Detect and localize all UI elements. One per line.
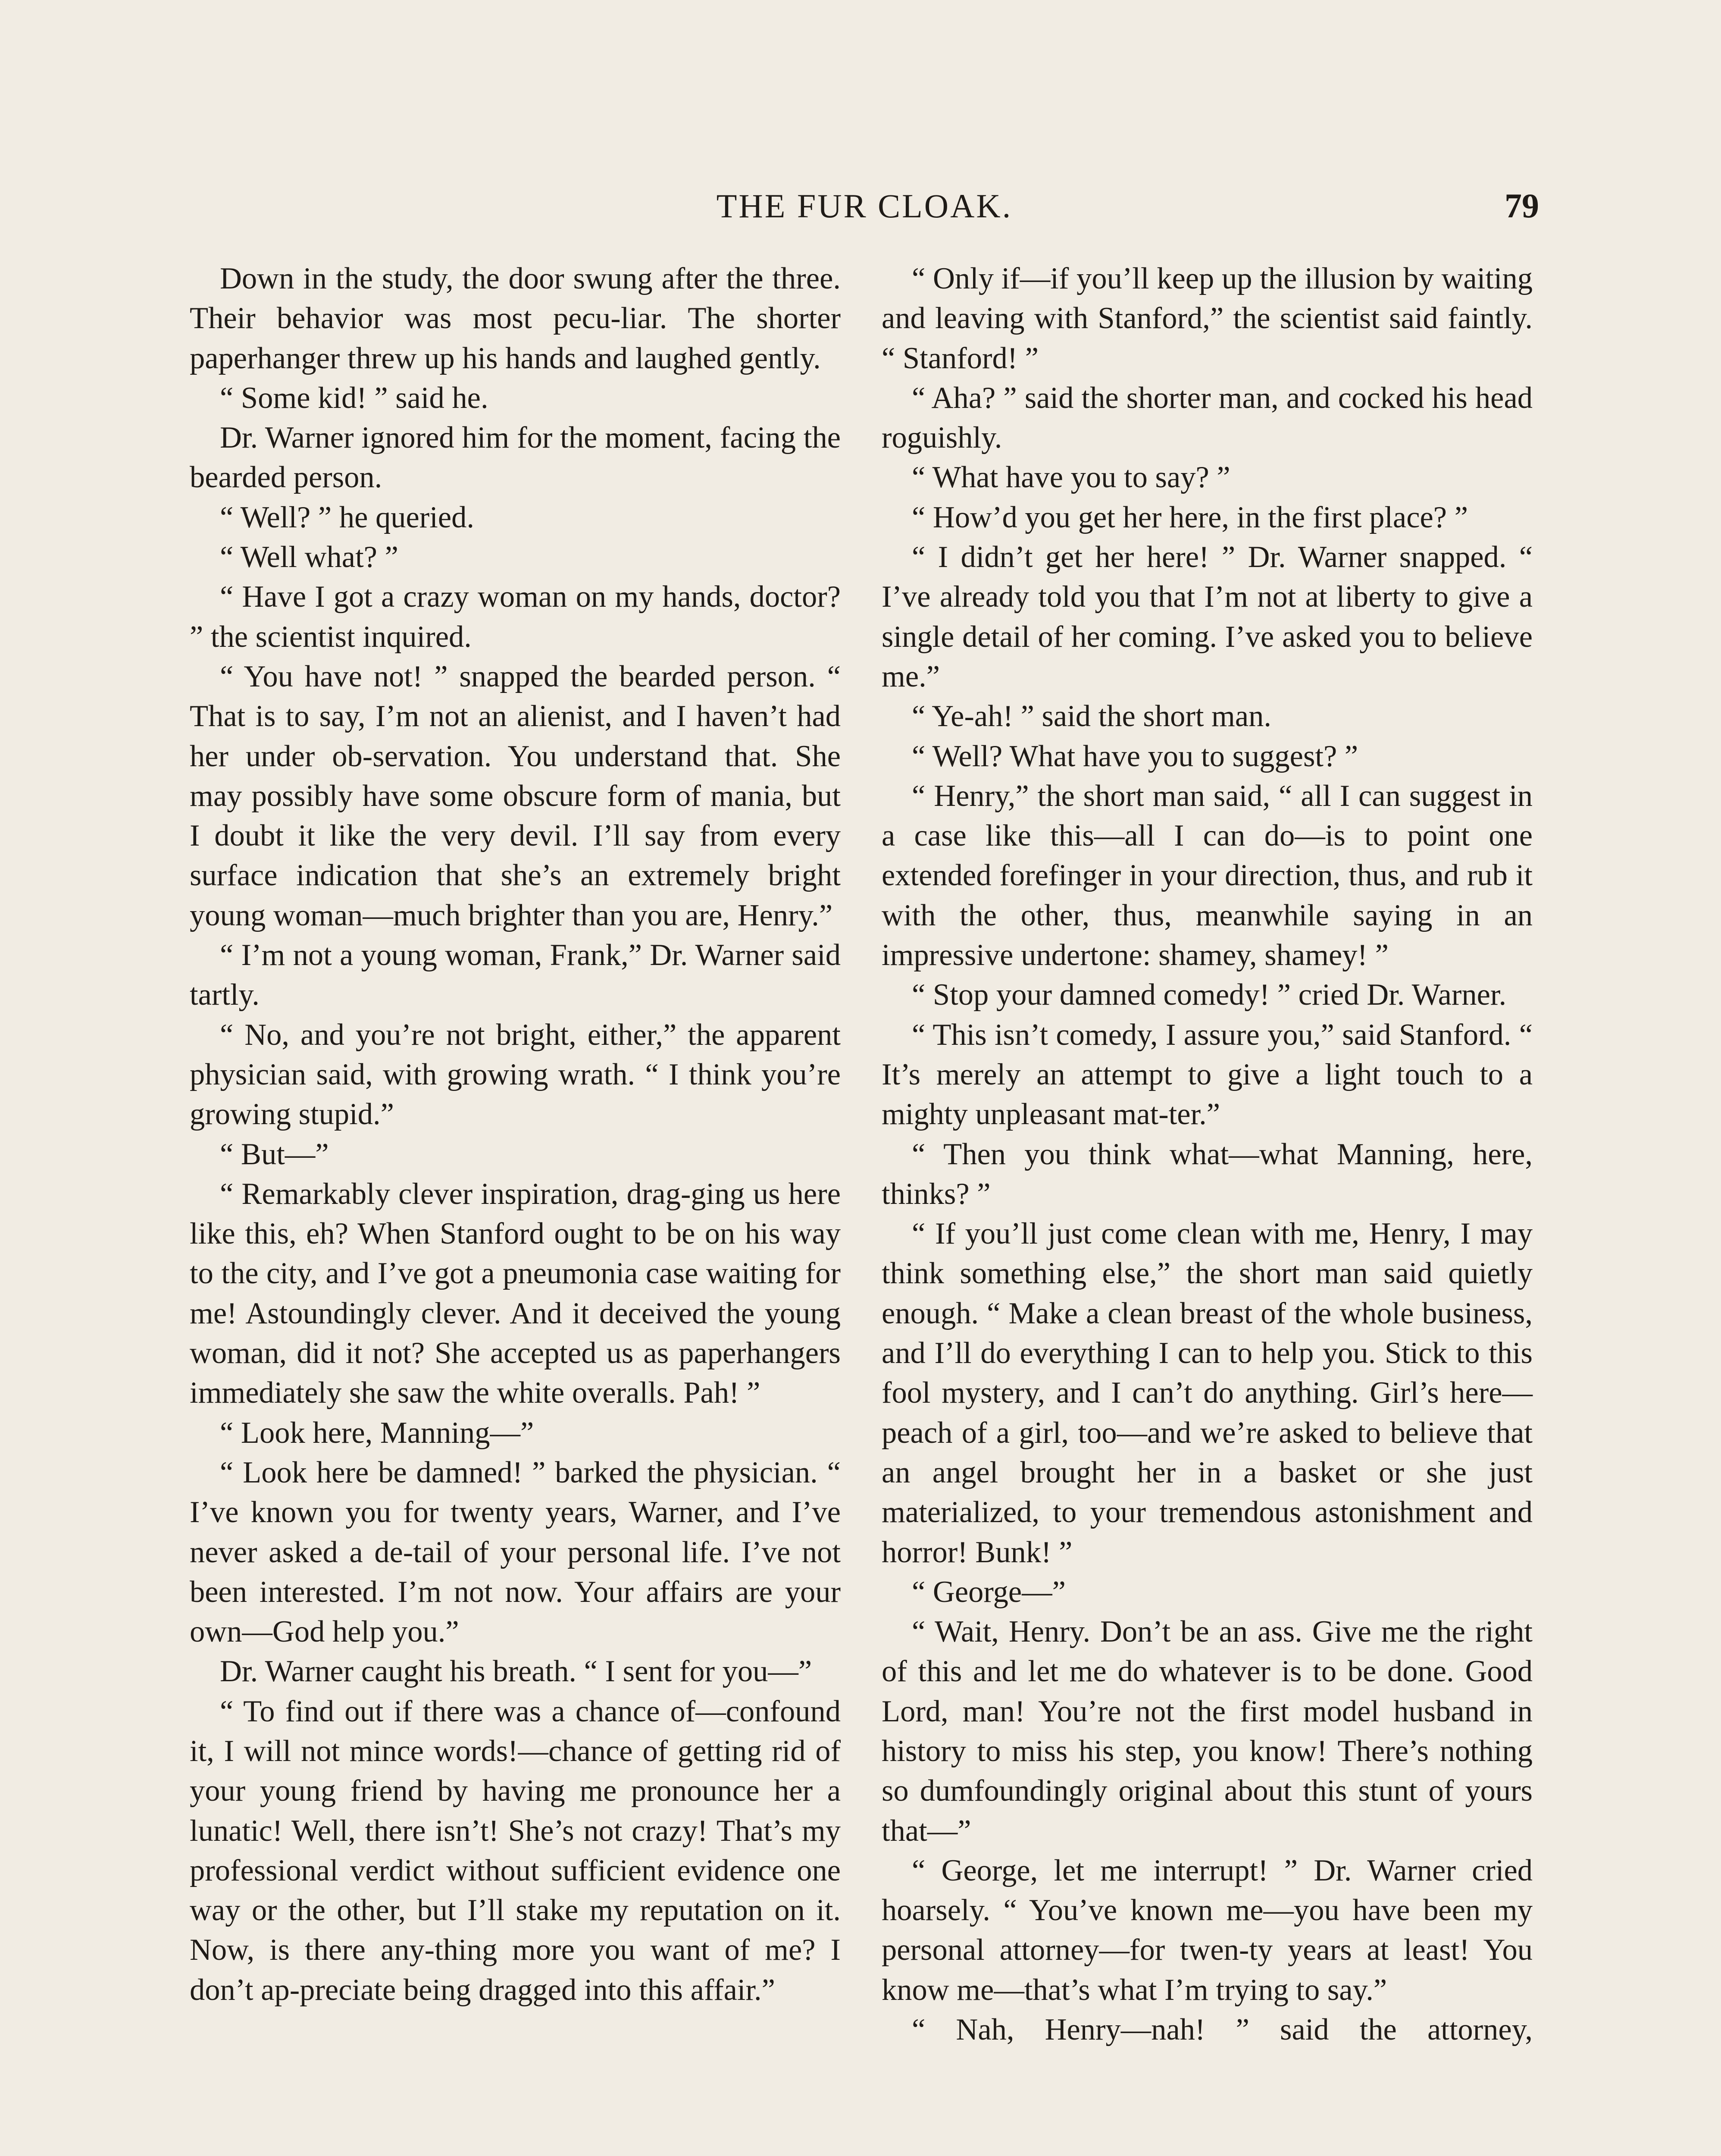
paragraph: “ Some kid! ” said he. [220, 381, 488, 415]
paragraph: “ Look here be damned! ” barked the physician. “ I’ve known you for twenty years, Warner, and I’ve never asked a de-tail of your personal life. I’ve not been interested. I’m not now. Your affairs are your own—God help you.” [190, 1455, 841, 1649]
paragraph: “ This isn’t comedy, I assure you,” said Stanford. “ It’s merely an attempt to give a light touch to a mighty unpleasant mat-ter.” [882, 1018, 1533, 1131]
paragraph: “ I’m not a young woman, Frank,” Dr. Warner said tartly. [190, 938, 841, 1012]
paragraph: Dr. Warner caught his breath. “ I sent for you—” [220, 1655, 812, 1689]
paragraph: “ George, let me interrupt! ” Dr. Warner cried hoarsely. “ You’ve known me—you have been my personal attorney—for twen-ty years at least! You know me—that’s what I’m trying to say.” [882, 1853, 1533, 2007]
left-text-column [190, 259, 841, 2010]
paragraph: “ Aha? ” said the shorter man, and cocked his head roguishly. [882, 381, 1533, 455]
right-text-column [882, 259, 1533, 2049]
paragraph: “ What have you to say? ” [912, 461, 1230, 495]
paragraph: “ Only if—if you’ll keep up the illusion by waiting and leaving with Stanford,” the scientist said faintly. “ Stanford! ” [882, 262, 1533, 375]
paragraph: “ You have not! ” snapped the bearded person. “ That is to say, I’m not an alienist, and I haven’t had her under ob-servation. You understand that. She may possibly have some obscure form of mania, but I doubt it like the very devil. I’ll say from every surface indication that she’s an extremely bright young woman—much brighter than you are, Henry.” [190, 659, 841, 932]
paragraph: “ To find out if there was a chance of—confound it, I will not mince words!—chance of getting rid of your young friend by having me pronounce her a lunatic! Well, there isn’t! She’s not crazy! That’s my professional verdict without sufficient evidence one way or the other, but I’ll stake my reputation on it. Now, is there any-thing more you want of me? I don’t ap-preciate being dragged into this affair.” [190, 1694, 841, 2007]
paragraph: “ Henry,” the short man said, “ all I can suggest in a case like this—all I can do—is to point one extended forefinger in your direction, thus, and rub it with the other, thus, meanwhile saying in an impressive undertone: shamey, shamey! ” [882, 779, 1533, 972]
paragraph: “ Look here, Manning—” [220, 1416, 534, 1450]
paragraph: “ I didn’t get her here! ” Dr. Warner snapped. “ I’ve already told you that I’m not at liberty to give a single detail of her coming. I’ve asked you to believe me.” [882, 540, 1533, 693]
paragraph: “ No, and you’re not bright, either,” the apparent physician said, with growing wrath. “ I think you’re growing stupid.” [190, 1018, 841, 1131]
paragraph: “ Have I got a crazy woman on my hands, doctor? ” the scientist inquired. [190, 580, 841, 654]
paragraph: “ Remarkably clever inspiration, drag-ging us here like this, eh? When Stanford ought to be on his way to the city, and I’ve got a pneumonia case waiting for me! Astoundingly clever. And it deceived the young woman, did it not? She accepted us as paperhangers immediately she saw the white overalls. Pah! ” [190, 1177, 841, 1410]
paragraph: “ Wait, Henry. Don’t be an ass. Give me the right of this and let me do whatever is to be done. Good Lord, man! You’re not the first model husband in history to miss his step, you know! There’s nothing so dumfoundingly original about this stunt of yours that—” [882, 1615, 1533, 1848]
paragraph: “ Well? What have you to suggest? ” [912, 739, 1358, 773]
paragraph: “ Well? ” he queried. [220, 500, 475, 534]
paragraph: “ Well what? ” [220, 540, 398, 574]
page-number: 79 [1505, 187, 1539, 225]
paragraph: “ How’d you get her here, in the first place? ” [912, 500, 1468, 534]
paragraph: “ Nah, Henry—nah! ” said the attorney, [912, 2013, 1533, 2047]
paragraph: “ Ye-ah! ” said the short man. [912, 699, 1272, 733]
paragraph: “ If you’ll just come clean with me, Henry, I may think something else,” the short man said quietly enough. “ Make a clean breast of the whole business, and I’ll do everything I can to help you. Stick to this fool mystery, and I can’t do anything. Girl’s here—peach of a girl, too—and we’re asked to believe that an angel brought her in a basket or she just materialized, to your tremendous astonishment and horror! Bunk! ” [882, 1217, 1533, 1569]
paragraph: Dr. Warner ignored him for the moment, facing the bearded person. [190, 421, 841, 495]
paragraph: “ Then you think what—what Manning, here, thinks? ” [882, 1137, 1533, 1211]
running-header [190, 172, 1539, 241]
paragraph: Down in the study, the door swung after the three. Their behavior was most pecu-liar. The shorter paperhanger threw up his hands and laughed gently. [190, 262, 841, 375]
paragraph: “ Stop your damned comedy! ” cried Dr. Warner. [912, 978, 1507, 1012]
paragraph: “ But—” [220, 1137, 329, 1171]
chapter-title: THE FUR CLOAK. [716, 187, 1013, 225]
paragraph: “ George—” [912, 1575, 1066, 1609]
